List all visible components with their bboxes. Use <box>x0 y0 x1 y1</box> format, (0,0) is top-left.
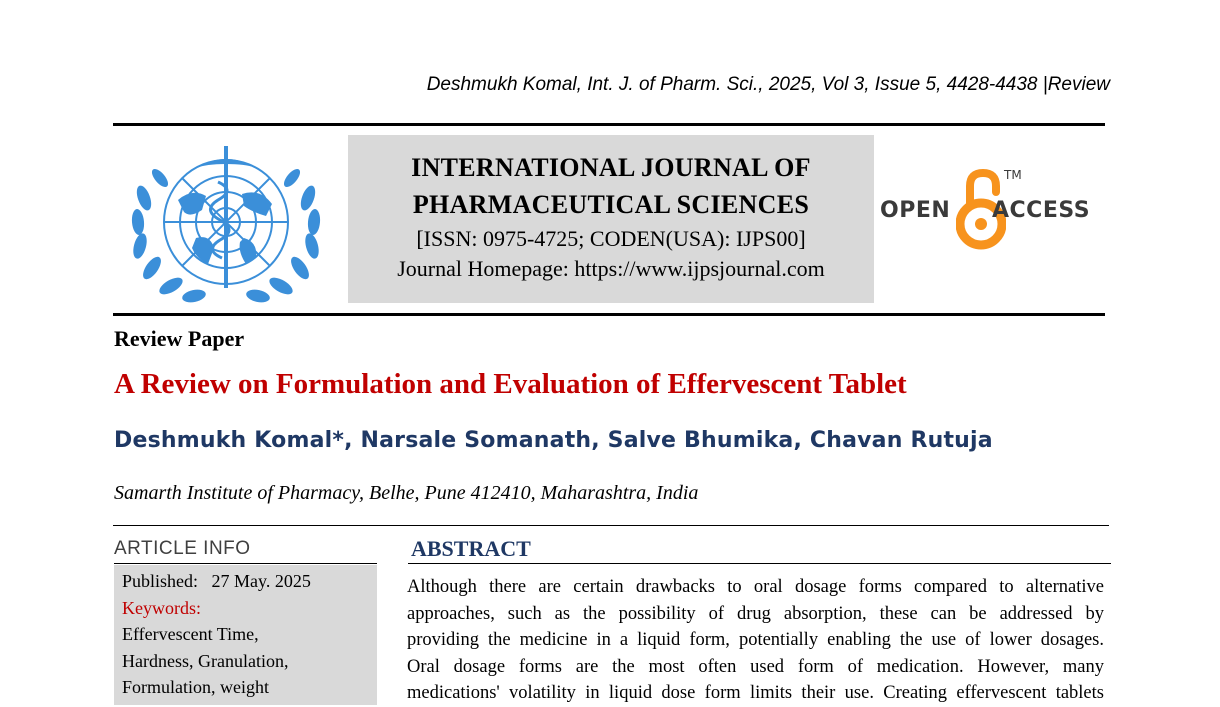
published-label: Published: <box>122 571 199 591</box>
keyword-line: Hardness, Granulation, <box>122 650 289 671</box>
open-access-left-word: OPEN <box>880 198 951 223</box>
abstract-line: Oral dosage forms are the most often used form of medication. However, many <box>407 656 1104 677</box>
abstract-line: medications' volatility in liquid dose form limits their use. Creating effervescent tablets <box>407 683 1104 703</box>
header-top-rule <box>113 123 1105 126</box>
abstract-rule <box>408 563 1111 564</box>
journal-title-line2: PHARMACEUTICAL SCIENCES <box>412 190 810 219</box>
abstract-line: Although there are certain drawbacks to oral dosage forms compared to alternative <box>407 577 1104 597</box>
keyword-line: Formulation, weight <box>122 677 269 697</box>
affiliation-divider <box>113 525 1109 526</box>
journal-issn: [ISSN: 0975-4725; CODEN(USA): IJPS00] <box>416 226 806 251</box>
open-access-logo <box>880 168 1108 252</box>
open-access-right-word: ACCESS <box>992 198 1091 223</box>
abstract-heading: ABSTRACT <box>411 536 531 561</box>
abstract-line: providing the medicine in a liquid form, potentially enabling the use of lower dosages. <box>407 630 1104 650</box>
abstract-body <box>407 574 1104 707</box>
published-date: 27 May. 2025 <box>211 571 311 591</box>
journal-banner <box>348 135 874 303</box>
published-row <box>122 568 369 595</box>
journal-title-line1: INTERNATIONAL JOURNAL OF <box>411 153 811 182</box>
un-emblem-icon <box>126 138 326 306</box>
journal-homepage: Journal Homepage: https://www.ijpsjournal.com <box>397 256 825 281</box>
abstract-line: approaches, such as the possibility of drug absorption, these can be addressed by <box>407 603 1104 624</box>
keywords-label: Keywords: <box>122 597 201 618</box>
article-info-heading: ARTICLE INFO <box>114 538 251 559</box>
journal-citation: Deshmukh Komal, Int. J. of Pharm. Sci., 2025, Vol 3, Issue 5, 4428-4438 |Review <box>426 74 1110 95</box>
keyword-line: Effervescent Time, <box>122 624 259 644</box>
open-access-trademark: TM <box>1004 168 1022 182</box>
paper-title: A Review on Formulation and Evaluation of Effervescent Tablet <box>114 368 907 400</box>
header-bottom-rule <box>113 313 1105 316</box>
article-info-rule <box>114 563 377 564</box>
paper-type: Review Paper <box>114 326 245 351</box>
paper-affiliation: Samarth Institute of Pharmacy, Belhe, Pune 412410, Maharashtra, India <box>114 482 699 504</box>
paper-authors: Deshmukh Komal*, Narsale Somanath, Salve Bhumika, Chavan Rutuja <box>114 428 993 453</box>
article-info-box <box>114 565 377 705</box>
